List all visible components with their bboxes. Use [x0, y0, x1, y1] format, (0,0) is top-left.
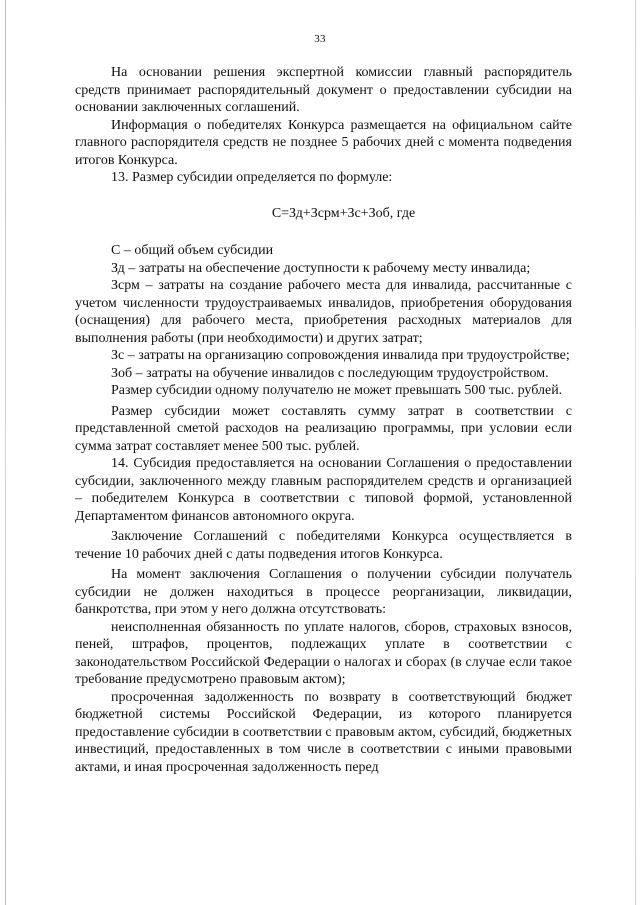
scan-edge-right [635, 0, 636, 905]
paragraph-winners-info: Информация о победителях Конкурса размещается на официальном сайте главного распорядителя средств не позднее 5 рабочих дней с момента подведения итогов Конкурса. [75, 117, 572, 168]
paragraph-requirements: На момент заключения Соглашения о получении субсидии получатель субсидии не должен находиться в процессе реорганизации, ликвидации, банкротства, при этом у него должна отсутствовать: [75, 567, 572, 617]
definition-support: Зс – затраты на организацию сопровождения инвалида при трудоустройстве; [111, 348, 570, 363]
paragraph-tax-arrears: неисполненная обязанность по уплате налогов, сборов, страховых взносов, пеней, штрафов, процентов, подлежащих уплате в соответствии с законодательством Российской Федерации о налогах и сборах (в случае если такое требование предусмотрено правовым актом); [75, 619, 572, 687]
definition-training: Зоб – затраты на обучение инвалидов с последующим трудоустройством. [111, 365, 549, 381]
definition-workplace: Зсрм – затраты на создание рабочего места для инвалида, рассчитанные с учетом численности трудоустраиваемых инвалидов, приобретения оборудования (оснащения) для рабочего места, приобретения расходных материалов для выполнения работы (при необходимости) и других затрат; [75, 278, 572, 346]
paragraph-section-14: 14. Субсидия предоставляется на основании Соглашения о предоставлении субсидии, заключенного между главным распорядителем средств и организацией – победителем Конкурса в соответствии с типовой формой, установленной Департаментом финансов автономного округа. [75, 456, 572, 524]
subsidy-formula: С=Зд+Зсрм+Зс+Зоб, где [271, 205, 416, 221]
paragraph-formula-intro: 13. Размер субсидии определяется по формуле: [111, 170, 393, 185]
document-body [75, 64, 572, 776]
page-number: 33 [314, 33, 326, 45]
scan-edge-left [5, 0, 6, 905]
paragraph-agreement-term: Заключение Соглашений с победителями Конкурса осуществляется в течение 10 рабочих дней с даты подведения итогов Конкурса. [75, 529, 572, 562]
definition-total: С – общий объем субсидии [111, 243, 274, 258]
paragraph-max-subsidy: Размер субсидии одному получателю не может превышать 500 тыс. рублей. [111, 383, 563, 398]
definition-accessibility: Зд – затраты на обеспечение доступности к рабочему месту инвалида; [111, 260, 531, 276]
paragraph-overdue-debt: просроченная задолженность по возврату в соответствующий бюджет бюджетной системы Российской Федерации, из которого планируется предоставление субсидии в соответствии с правовым актом, субсидий, бюджетных инвестиций, предоставленных в том числе в соответствии с иными правовыми актами, и иная просроченная задолженность перед [75, 689, 572, 775]
paragraph-subsidy-amount: Размер субсидии может составлять сумму затрат в соответствии с представленной сметой расходов на реализацию программы, при условии если сумма затрат составляет менее 500 тыс. рублей. [75, 403, 572, 454]
paragraph-expert-decision: На основании решения экспертной комиссии главный распорядитель средств принимает распорядительный документ о предоставлении субсидии на основании заключенных соглашений. [75, 65, 572, 115]
